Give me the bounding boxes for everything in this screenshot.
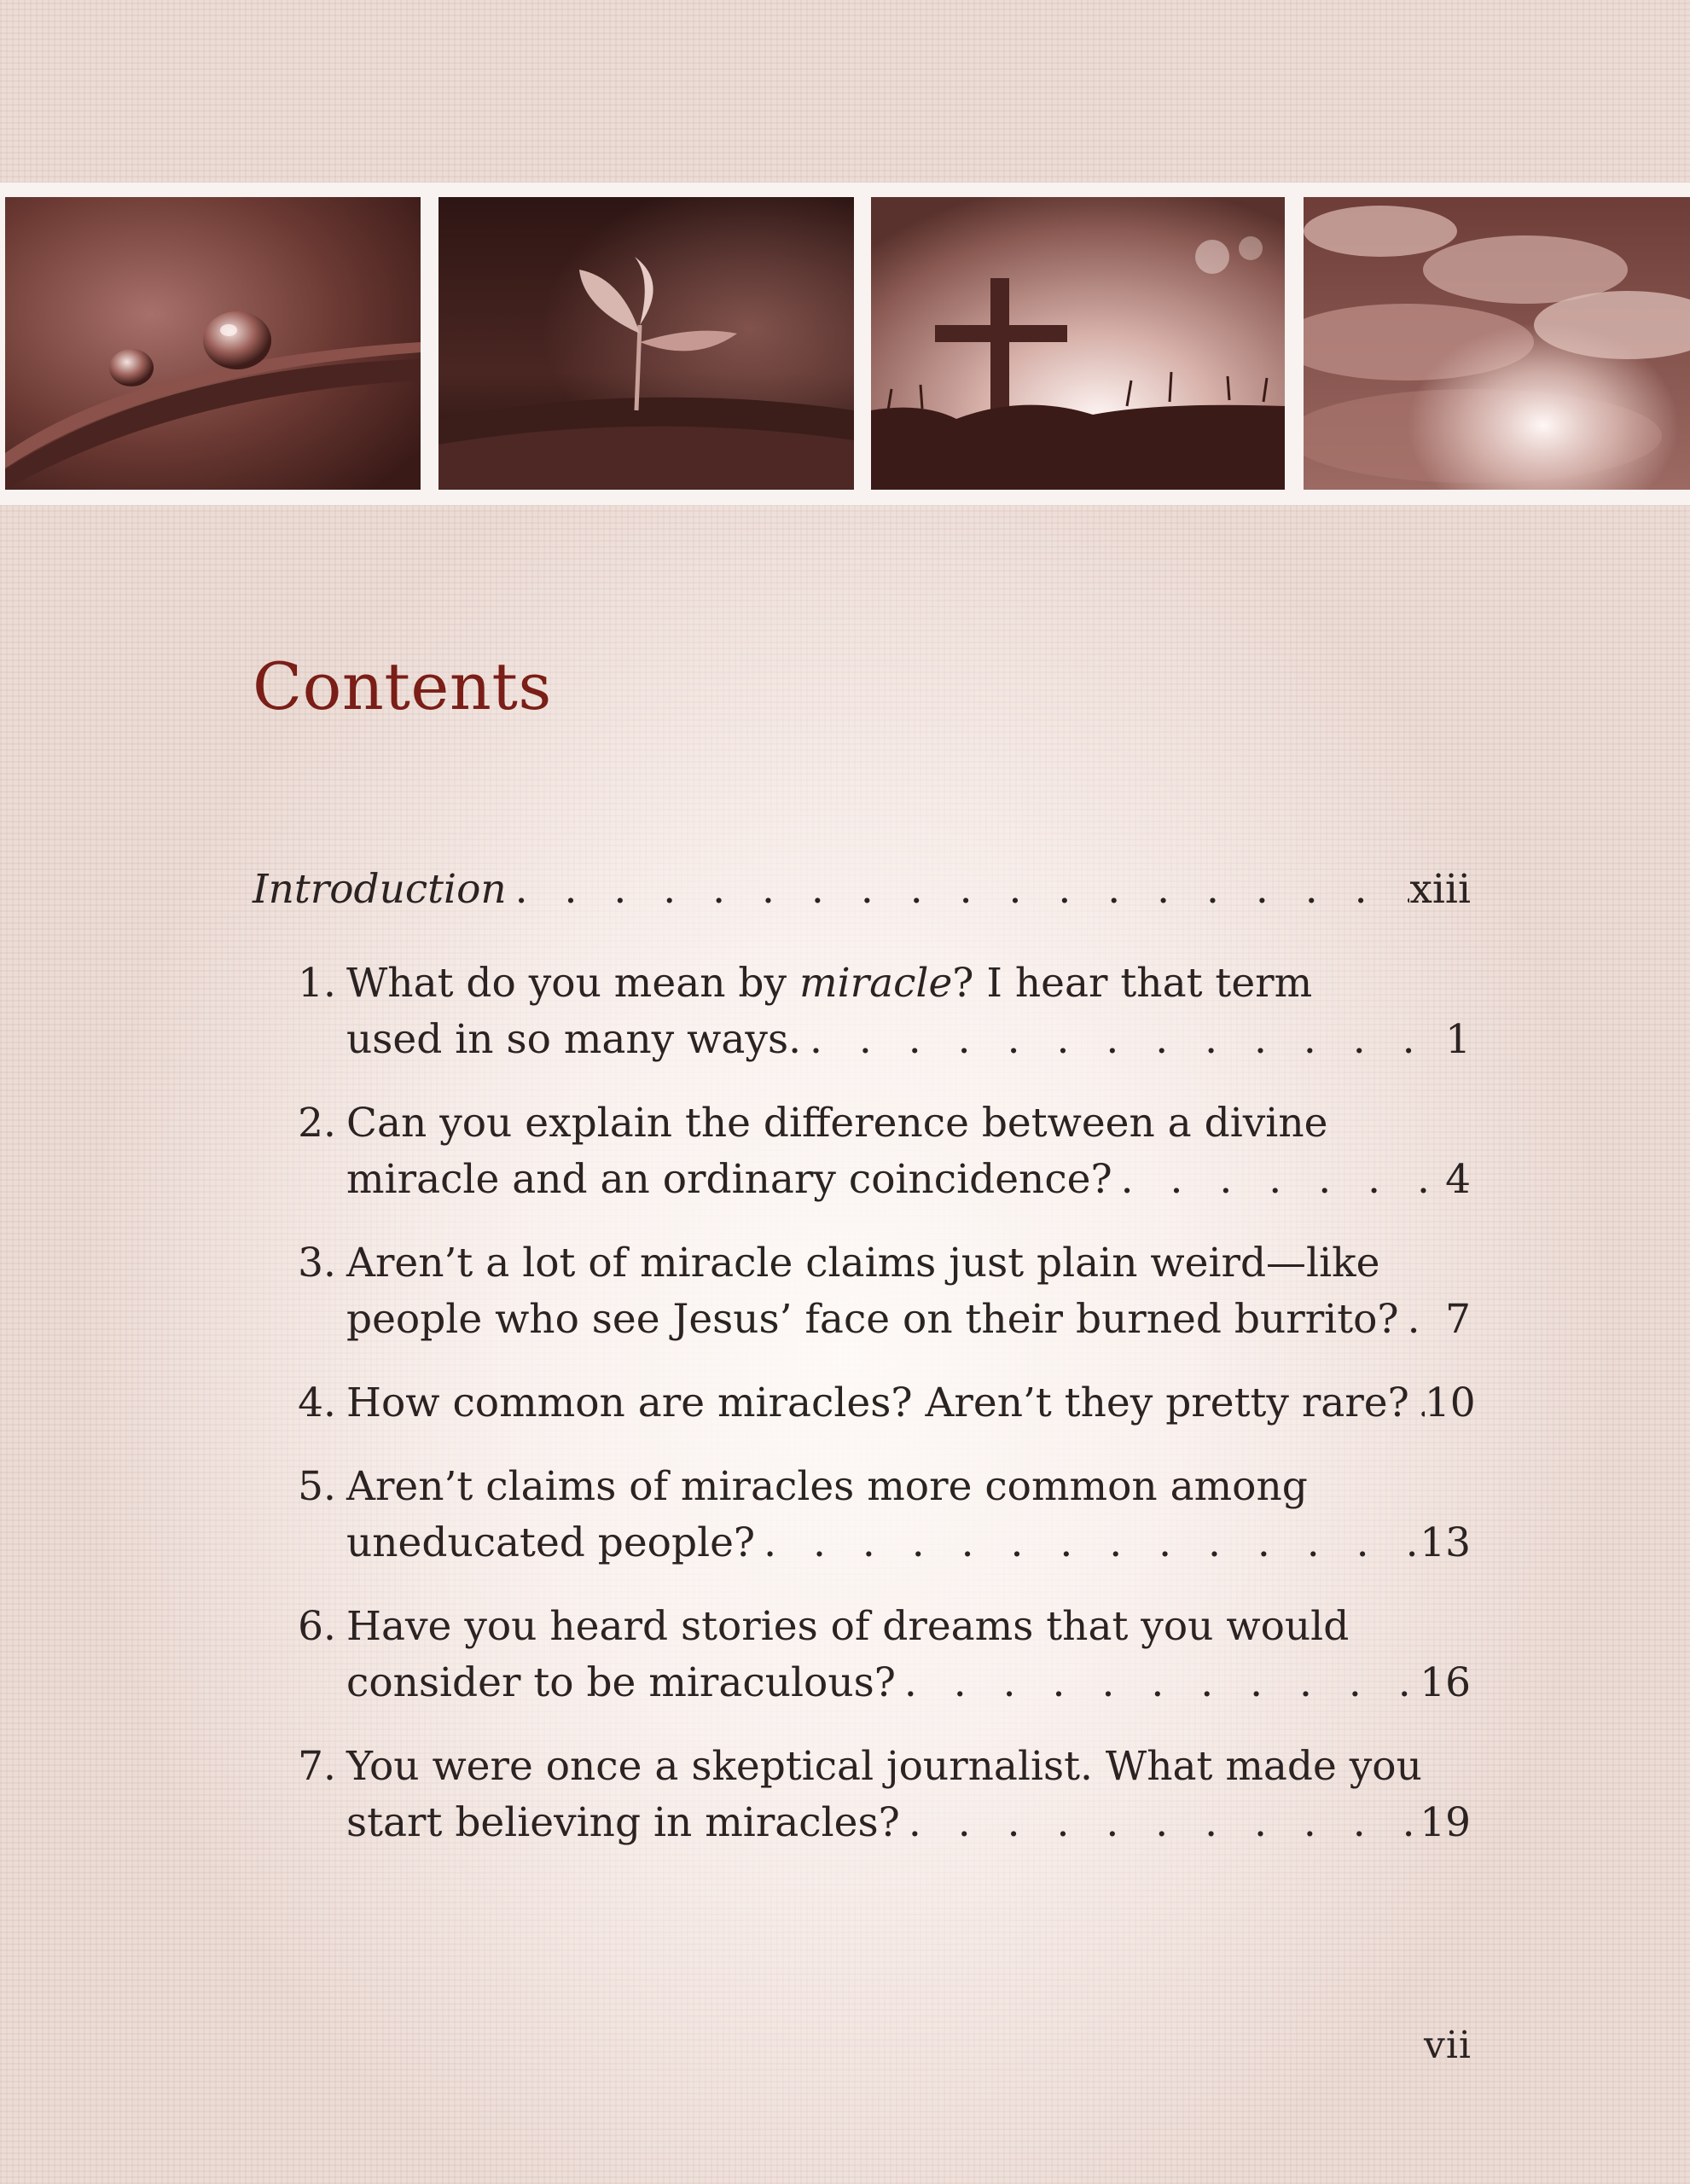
cloudy-sky-photo bbox=[1304, 197, 1690, 490]
seedling-photo bbox=[438, 197, 854, 490]
entry-number: 5. bbox=[298, 1463, 336, 1510]
toc-entry-7[interactable] bbox=[253, 1739, 1471, 1851]
entry-number: 2. bbox=[298, 1100, 336, 1147]
dot-leader bbox=[900, 1795, 1420, 1851]
entry-page: 1 bbox=[1445, 1016, 1471, 1063]
entry-number: 6. bbox=[298, 1603, 336, 1650]
entry-line-2: used in so many ways. bbox=[346, 1016, 802, 1063]
toc-introduction-page: xiii bbox=[1409, 866, 1471, 913]
cross-sunset-photo bbox=[871, 197, 1285, 490]
entry-number: 1. bbox=[298, 960, 336, 1007]
entry-line-1: Aren’t claims of miracles more common among bbox=[346, 1463, 1308, 1510]
entry-page: 4 bbox=[1445, 1156, 1471, 1203]
entry-page: 16 bbox=[1420, 1659, 1471, 1706]
entry-line-2: uneducated people? bbox=[346, 1519, 756, 1566]
page-title: Contents bbox=[253, 648, 552, 724]
dot-leader bbox=[755, 1515, 1420, 1571]
dot-leader bbox=[1399, 1292, 1446, 1348]
toc-introduction-label: Introduction bbox=[253, 866, 507, 913]
entry-page: 10 bbox=[1424, 1380, 1476, 1426]
entry-line-1: Have you heard stories of dreams that you would bbox=[346, 1603, 1350, 1650]
toc-entry-2[interactable] bbox=[253, 1095, 1471, 1208]
toc-entry-3[interactable] bbox=[253, 1235, 1471, 1348]
photo-strip bbox=[0, 183, 1690, 505]
entry-line-1: Aren’t a lot of miracle claims just plain weird—like bbox=[346, 1240, 1380, 1287]
entry-line-1: What do you mean by miracle? I hear that term bbox=[346, 960, 1313, 1007]
toc-entry-4[interactable] bbox=[253, 1375, 1476, 1432]
toc-entry-5[interactable] bbox=[253, 1459, 1471, 1571]
toc-entry-6[interactable] bbox=[253, 1599, 1471, 1711]
entry-number: 7. bbox=[298, 1743, 336, 1790]
toc-introduction[interactable] bbox=[253, 862, 1471, 918]
water-droplet-photo bbox=[5, 197, 421, 490]
entry-page: 13 bbox=[1420, 1519, 1471, 1566]
toc-entry-1[interactable] bbox=[253, 956, 1471, 1068]
dot-leader bbox=[896, 1655, 1420, 1711]
entry-line-1: How common are miracles? Aren’t they pretty rare? bbox=[346, 1380, 1409, 1426]
entry-line-1: You were once a skeptical journalist. What made you bbox=[346, 1743, 1422, 1790]
entry-number: 3. bbox=[298, 1240, 336, 1287]
entry-line-2: people who see Jesus’ face on their burned burrito? bbox=[346, 1296, 1399, 1343]
entry-number: 4. bbox=[298, 1380, 336, 1426]
dot-leader bbox=[1409, 1375, 1425, 1432]
emphasis-text: miracle bbox=[799, 960, 953, 1007]
dot-leader bbox=[507, 862, 1410, 918]
entry-line-1: Can you explain the difference between a divine bbox=[346, 1100, 1328, 1147]
dot-leader bbox=[801, 1012, 1445, 1068]
page-number: vii bbox=[1423, 2024, 1472, 2067]
entry-page: 7 bbox=[1445, 1296, 1471, 1343]
entry-line-2: miracle and an ordinary coincidence? bbox=[346, 1156, 1112, 1203]
entry-line-2: consider to be miraculous? bbox=[346, 1659, 896, 1706]
entry-line-2: start believing in miracles? bbox=[346, 1799, 900, 1846]
table-of-contents bbox=[253, 862, 1476, 1879]
dot-leader bbox=[1112, 1152, 1445, 1208]
entry-page: 19 bbox=[1420, 1799, 1471, 1846]
